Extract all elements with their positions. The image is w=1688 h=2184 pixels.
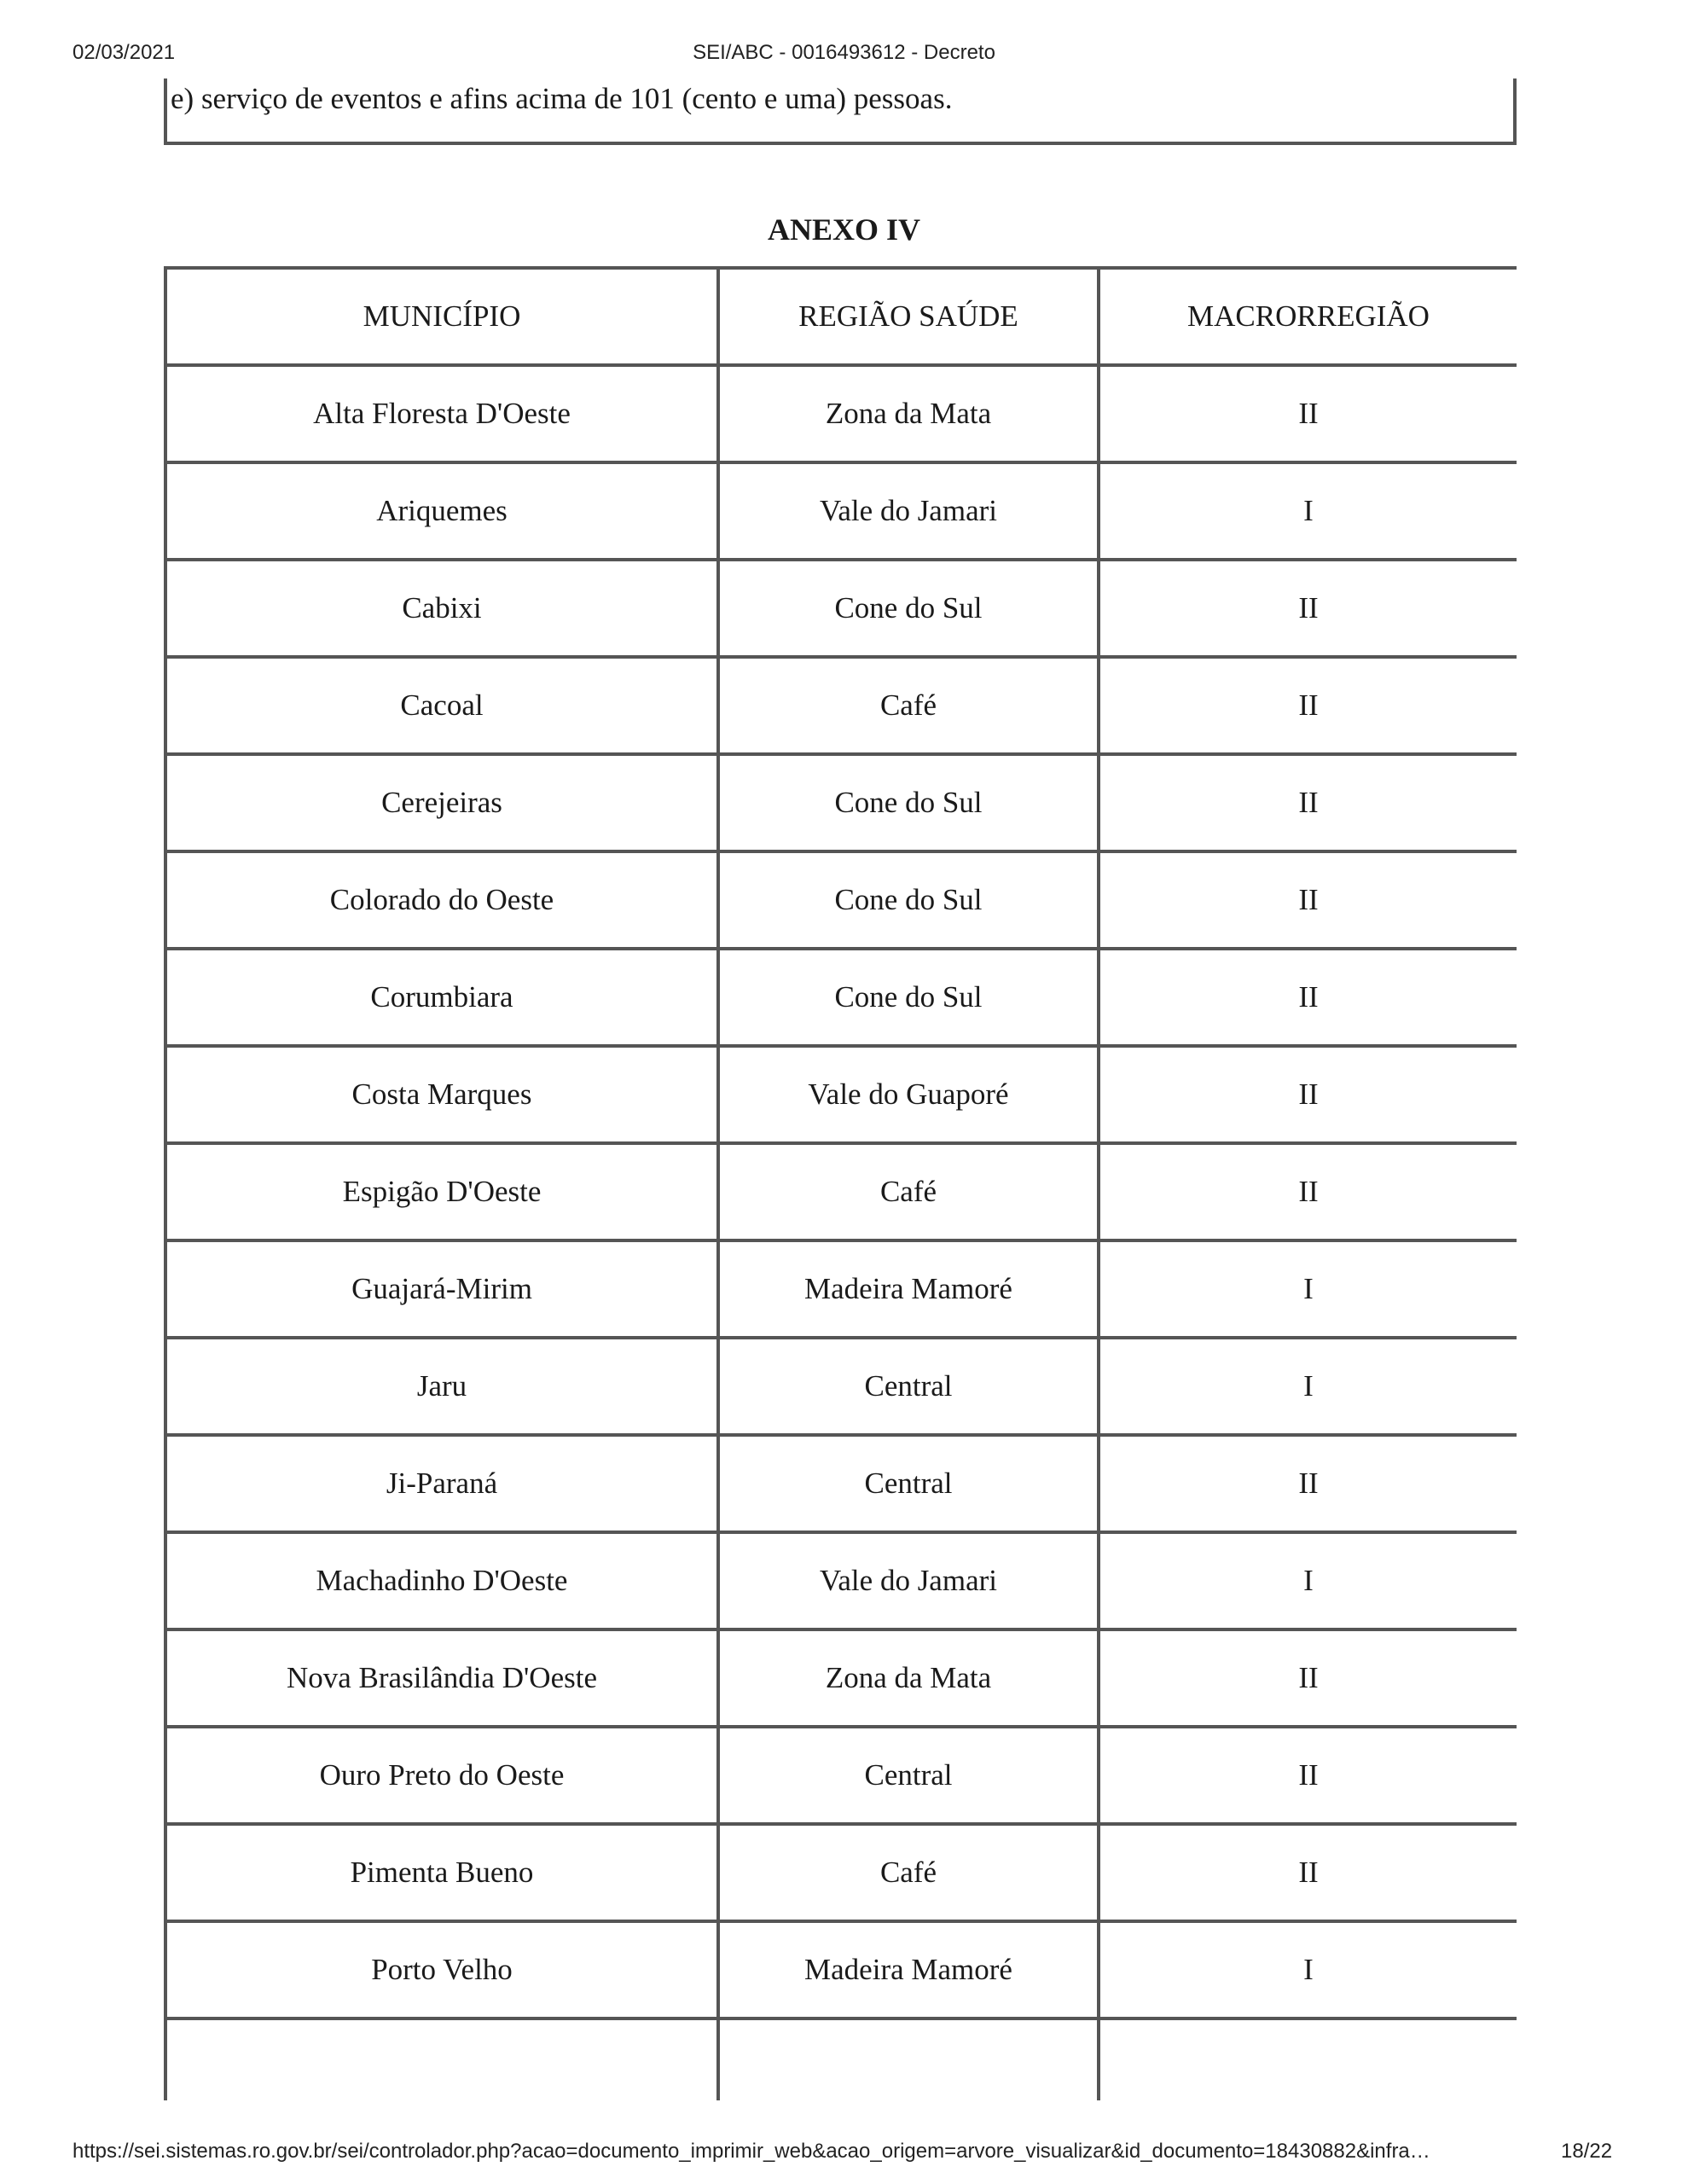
cell-macrorregiao: II: [1099, 754, 1517, 851]
table-row: [165, 1046, 1517, 1143]
cell-municipio: Ji-Paraná: [165, 1435, 718, 1532]
table-body: [165, 365, 1517, 2100]
cell-regiao-saude: Cone do Sul: [718, 949, 1099, 1046]
cell-regiao-saude: Vale do Jamari: [718, 462, 1099, 560]
cell-municipio: Cabixi: [165, 560, 718, 657]
cell-municipio: Espigão D'Oeste: [165, 1143, 718, 1240]
cell-regiao-saude: Madeira Mamoré: [718, 1240, 1099, 1338]
cell-macrorregiao: I: [1099, 1240, 1517, 1338]
cell-macrorregiao: II: [1099, 365, 1517, 462]
table-row: [165, 657, 1517, 754]
cell-macrorregiao: I: [1099, 1338, 1517, 1435]
table-row: [165, 851, 1517, 949]
table-row: [165, 365, 1517, 462]
cell-municipio: Costa Marques: [165, 1046, 718, 1143]
table-header-row: [165, 268, 1517, 365]
previous-item-text: e) serviço de eventos e afins acima de 101 (cento e uma) pessoas.: [171, 82, 953, 115]
cell-macrorregiao: II: [1099, 949, 1517, 1046]
cell-macrorregiao: I: [1099, 1921, 1517, 2018]
table-row: [165, 1629, 1517, 1727]
municipality-table: [164, 266, 1517, 2100]
print-url: https://sei.sistemas.ro.gov.br/sei/controlador.php?acao=documento_imprimir_web&acao_origem=arvore_visualizar&id_documento=18430882&infra…: [73, 2140, 1430, 2163]
cell-macrorregiao: II: [1099, 657, 1517, 754]
cell-municipio: Ariquemes: [165, 462, 718, 560]
cell-municipio: Ouro Preto do Oeste: [165, 1727, 718, 1824]
cell-macrorregiao: II: [1099, 1435, 1517, 1532]
cell-macrorregiao: II: [1099, 1824, 1517, 1921]
cell-municipio: Cacoal: [165, 657, 718, 754]
cell-regiao-saude: Café: [718, 1824, 1099, 1921]
cell-macrorregiao: II: [1099, 1046, 1517, 1143]
cell-regiao-saude: Central: [718, 1338, 1099, 1435]
table-row: [165, 1435, 1517, 1532]
cell-continuation: [165, 2018, 718, 2100]
cell-regiao-saude: Cone do Sul: [718, 754, 1099, 851]
table-row: [165, 949, 1517, 1046]
cell-macrorregiao: II: [1099, 1143, 1517, 1240]
cell-municipio: Pimenta Bueno: [165, 1824, 718, 1921]
cell-regiao-saude: Cone do Sul: [718, 851, 1099, 949]
cell-macrorregiao: I: [1099, 462, 1517, 560]
cell-municipio: Colorado do Oeste: [165, 851, 718, 949]
cell-macrorregiao: I: [1099, 1532, 1517, 1629]
cell-municipio: Corumbiara: [165, 949, 718, 1046]
cell-continuation: [718, 2018, 1099, 2100]
cell-regiao-saude: Café: [718, 1143, 1099, 1240]
table-row: [165, 462, 1517, 560]
cell-macrorregiao: II: [1099, 1727, 1517, 1824]
cell-municipio: Cerejeiras: [165, 754, 718, 851]
table-row: [165, 1338, 1517, 1435]
cell-regiao-saude: Cone do Sul: [718, 560, 1099, 657]
cell-regiao-saude: Central: [718, 1727, 1099, 1824]
header-municipio: MUNICÍPIO: [165, 268, 718, 365]
cell-macrorregiao: II: [1099, 851, 1517, 949]
cell-macrorregiao: II: [1099, 560, 1517, 657]
cell-regiao-saude: Café: [718, 657, 1099, 754]
table-row-continuation: [165, 2018, 1517, 2100]
cell-continuation: [1099, 2018, 1517, 2100]
cell-municipio: Machadinho D'Oeste: [165, 1532, 718, 1629]
print-date: 02/03/2021: [73, 41, 176, 64]
municipality-table-container: [164, 266, 1517, 2100]
annex-title: ANEXO IV: [767, 212, 920, 247]
cell-municipio: Nova Brasilândia D'Oeste: [165, 1629, 718, 1727]
cell-regiao-saude: Vale do Guaporé: [718, 1046, 1099, 1143]
cell-regiao-saude: Central: [718, 1435, 1099, 1532]
table-row: [165, 1143, 1517, 1240]
table-row: [165, 1532, 1517, 1629]
cell-municipio: Jaru: [165, 1338, 718, 1435]
page-number: 18/22: [1561, 2140, 1613, 2163]
print-document-title: SEI/ABC - 0016493612 - Decreto: [693, 41, 995, 64]
table-row: [165, 1240, 1517, 1338]
table-row: [165, 560, 1517, 657]
header-regiao-saude: REGIÃO SAÚDE: [718, 268, 1099, 365]
cell-municipio: Guajará-Mirim: [165, 1240, 718, 1338]
previous-item-box: [164, 78, 1517, 145]
table-row: [165, 754, 1517, 851]
cell-regiao-saude: Zona da Mata: [718, 365, 1099, 462]
header-macrorregiao: MACRORREGIÃO: [1099, 268, 1517, 365]
table-row: [165, 1824, 1517, 1921]
cell-macrorregiao: II: [1099, 1629, 1517, 1727]
table-row: [165, 1727, 1517, 1824]
cell-regiao-saude: Vale do Jamari: [718, 1532, 1099, 1629]
cell-municipio: Alta Floresta D'Oeste: [165, 365, 718, 462]
cell-municipio: Porto Velho: [165, 1921, 718, 2018]
cell-regiao-saude: Madeira Mamoré: [718, 1921, 1099, 2018]
cell-regiao-saude: Zona da Mata: [718, 1629, 1099, 1727]
table-row: [165, 1921, 1517, 2018]
